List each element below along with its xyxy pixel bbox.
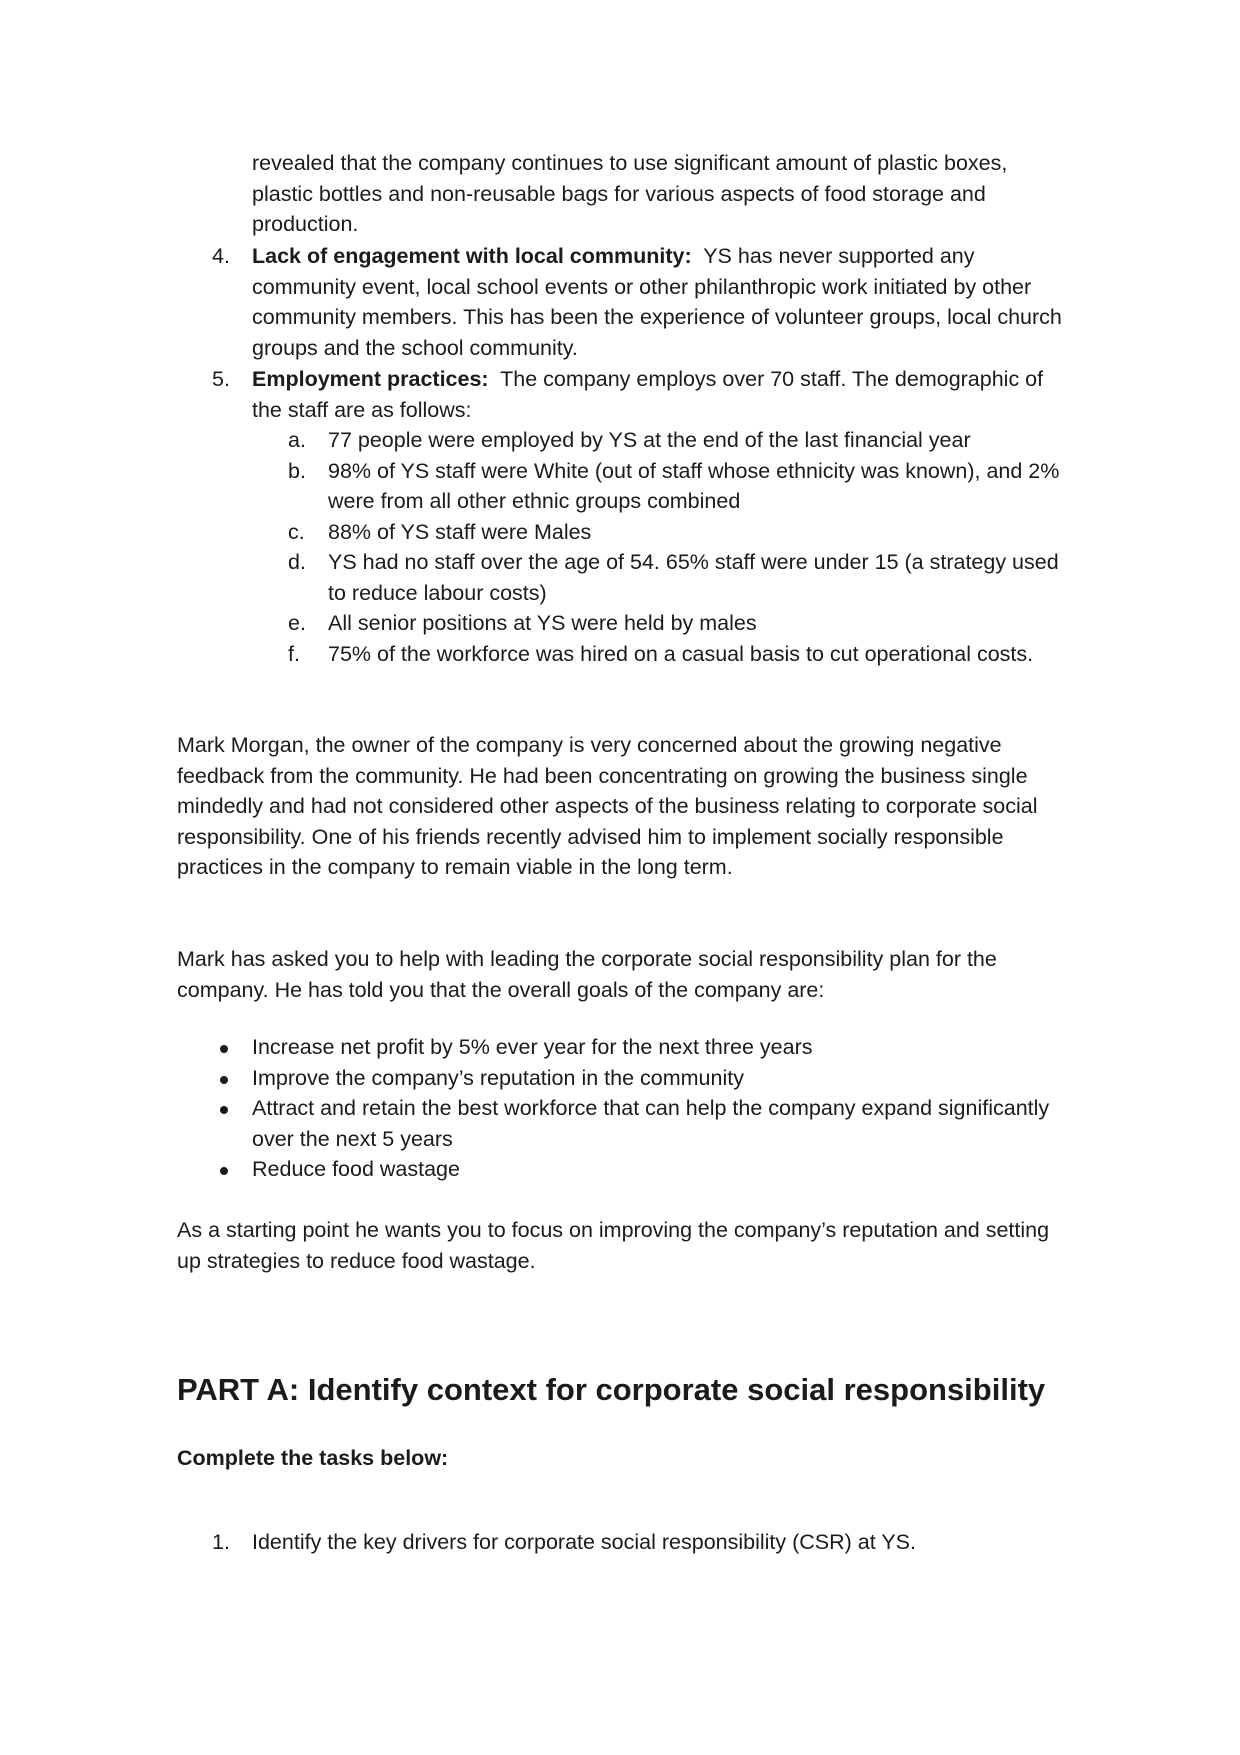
item-marker: a.: [288, 428, 306, 452]
item-marker: b.: [288, 458, 306, 483]
item-title: Employment practices:: [252, 367, 489, 391]
request-paragraph: Mark has asked you to help with leading the corporate social responsibility plan for the company. He has told you that the overall goals of the company are:: [177, 947, 997, 1002]
list-item: [288, 425, 1068, 456]
numbered-item-employment: [212, 364, 1072, 425]
item-marker: 5.: [212, 367, 230, 391]
goals-list: [212, 1032, 1072, 1185]
list-item: [288, 517, 1068, 548]
item-marker: e.: [288, 611, 306, 635]
starting-point-paragraph: As a starting point he wants you to focus on improving the company’s reputation and setting up strategies to reduce food wastage.: [177, 1218, 1050, 1273]
list-item: [288, 547, 1068, 608]
continuation-text: revealed that the company continues to use significant amount of plastic boxes, plastic bottles and non-reusable bags for various aspects of food storage and production.: [252, 151, 1008, 236]
item-marker: f.: [288, 641, 300, 666]
list-item: [212, 1093, 1072, 1154]
part-a-heading: PART A: Identify context for corporate social responsibility: [177, 1372, 1046, 1407]
item-text: 77 people were employed by YS at the end of the last financial year: [328, 428, 971, 452]
bullet-icon: [220, 1045, 228, 1053]
bullet-icon: [220, 1076, 228, 1084]
item-marker: c.: [288, 519, 305, 544]
item-text: YS has never supported any community event, local school events or other philanthropic work initiated by other community members. This has been the experience of volunteer groups, local church groups and the school community.: [252, 244, 1062, 360]
bullet-icon: [220, 1167, 228, 1175]
list-item: [212, 1154, 1072, 1185]
item-marker: d.: [288, 550, 306, 574]
item-text: All senior positions at YS were held by males: [328, 611, 757, 635]
goal-text: Improve the company’s reputation in the community: [252, 1065, 744, 1090]
goal-text: Reduce food wastage: [252, 1157, 460, 1181]
item-text: The company employs over 70 staff. The demographic of the staff are as follows:: [252, 367, 1044, 422]
item-marker: 4.: [212, 244, 230, 268]
item-text: YS had no staff over the age of 54. 65% staff were under 15 (a strategy used to reduce labour costs): [328, 550, 1059, 605]
instruction-text: Complete the tasks below:: [177, 1446, 449, 1470]
owner-concern-paragraph: Mark Morgan, the owner of the company is very concerned about the growing negative feedback from the community. He had been concentrating on growing the business single mindedly and had not considered other aspects of the business relating to corporate social responsibility. One of his friends recently advised him to implement socially responsible practices in the company to remain viable in the long term.: [177, 733, 1038, 879]
item-marker: 1.: [212, 1530, 230, 1554]
demographics-list: [288, 425, 1068, 669]
task-item: [212, 1527, 1072, 1558]
goal-text: Increase net profit by 5% ever year for the next three years: [252, 1035, 813, 1059]
task-text: Identify the key drivers for corporate social responsibility (CSR) at YS.: [252, 1530, 916, 1554]
item-text: 98% of YS staff were White (out of staff whose ethnicity was known), and 2% were from all other ethnic groups combined: [328, 458, 1060, 513]
item-text: 75% of the workforce was hired on a casual basis to cut operational costs.: [328, 641, 1034, 666]
list-item: [212, 1032, 1072, 1063]
list-item: [288, 456, 1068, 517]
list-item: [288, 608, 1068, 639]
list-item: [212, 1063, 1072, 1094]
item-text: 88% of YS staff were Males: [328, 519, 592, 544]
item-title: Lack of engagement with local community:: [252, 244, 692, 268]
goal-text: Attract and retain the best workforce that can help the company expand significantly over the next 5 years: [252, 1096, 1050, 1151]
bullet-icon: [220, 1106, 228, 1114]
item-body: [252, 241, 1072, 363]
list-item: [288, 639, 1068, 670]
item-body: [252, 364, 1072, 425]
numbered-item-community: [212, 241, 1072, 363]
